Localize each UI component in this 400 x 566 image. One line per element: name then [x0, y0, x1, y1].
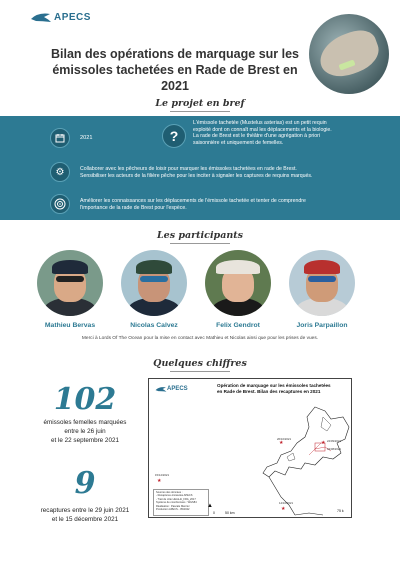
map-logo: [155, 385, 188, 393]
section-title-participants: Les participants: [0, 230, 400, 244]
header: [0, 0, 400, 93]
shark-logo-icon: [155, 385, 167, 393]
legend-line: Système de coordonnées : WGS84: [156, 501, 197, 505]
title-line-1: Bilan des opérations de marquage sur les: [51, 47, 299, 61]
target-icon: [50, 194, 70, 214]
recapture-star-icon: ★: [279, 440, 284, 446]
project-year: 2021: [80, 135, 93, 141]
recapture-star-icon: ★: [157, 478, 162, 484]
goal2-line: Améliorer les connaissances sur les déplacements de l'émissole tachetée et tenter de comprendre: [80, 198, 306, 204]
stat1-line: et le 22 septembre 2021: [51, 437, 119, 444]
map-title-line: Opération de marquage sur les émissoles tachetées: [217, 383, 331, 388]
avatar: [289, 250, 355, 316]
scale-bar-end: 50 km: [225, 511, 235, 515]
map-date-label: 26/10/2021: [277, 437, 291, 441]
map-date-label: 14/10/2021: [279, 501, 293, 505]
stat-text-recaptures: [20, 506, 150, 524]
legend-line: - Recaptures émissoles APECS: [156, 494, 193, 498]
scale-label: 75 k: [337, 509, 344, 513]
participant-name: Mathieu Bervas: [44, 322, 96, 329]
participant-name: Felix Gendrot: [216, 322, 260, 329]
participant: [116, 250, 192, 329]
shark-logo-icon: [30, 10, 52, 24]
map-date-label: 24/09/2021: [327, 439, 341, 443]
map-date-label: 15/12/2021: [155, 473, 169, 477]
thanks-text: Merci à Lords Of The Ocean pour la mise en contact avec Mathieu et Nicolas ainsi que pour les prises de vues.: [81, 336, 319, 341]
participant-name: Joris Parpaillon: [296, 322, 348, 329]
goal2-line: l'importance de la rade de Brest pour l'espèce.: [80, 204, 187, 211]
stat1-line: émissoles femelles marquées: [43, 419, 127, 426]
map-date-label: 04/08/2021: [327, 447, 341, 451]
participant: [284, 250, 360, 329]
map-legend: [153, 489, 209, 516]
goal1-line: Collaborer avec les pêcheurs de loisir pour marquer les émissoles tachetées en rade de Brest.: [80, 166, 297, 172]
intro-line: saisonnière et uniquement de femelles.: [193, 139, 284, 146]
stat-number-tagged: 102: [53, 382, 117, 417]
question-mark-icon: ?: [162, 124, 186, 148]
intro-line: exploité dont on connaît mal les déplacements et la biologie.: [193, 126, 332, 133]
participant: [32, 250, 108, 329]
calendar-icon: [50, 128, 70, 148]
avatar: [121, 250, 187, 316]
scale-bar-start: 0: [213, 511, 215, 515]
project-goal-1: [80, 166, 380, 179]
map-title-line: en Rade de Brest. Bilan des recaptures en 2021: [217, 388, 321, 394]
participant-name: Nicolas Calvez: [130, 322, 178, 329]
project-goal-2: [80, 198, 380, 211]
goal1-line: Sensibiliser les acteurs de la filière pêche pour les inciter à signaler les captures de requins marqués.: [80, 172, 313, 179]
north-arrow-icon: ▲: [207, 503, 213, 509]
stat2-line: et le 15 décembre 2021: [51, 516, 119, 523]
intro-line: L'émissole tachetée (Mustelus asterias) est un petit requin: [193, 120, 327, 126]
page-title: [40, 46, 310, 94]
coastline-map: [205, 397, 351, 517]
stat-text-tagged: [20, 418, 150, 445]
map-logo-text: APECS: [167, 386, 188, 392]
legend-line: - Trait de côte HistoLitt_FRA_2017: [156, 497, 196, 501]
stat1-line: entre le 26 juin: [64, 428, 106, 435]
legend-line: Réalisation : Pascale Mercier: [156, 504, 190, 508]
recapture-star-icon: ★: [321, 440, 326, 446]
legend-line: Sources des données :: [156, 491, 183, 494]
legend-line: Production APECS - 05/2022: [156, 508, 190, 512]
stat2-line: recaptures entre le 29 juin 2021: [40, 507, 130, 514]
intro-line: La rade de Brest est le théâtre d'une agrégation à priori: [193, 133, 321, 140]
gear-icon: ⚙: [50, 162, 70, 182]
logo-text: APECS: [54, 11, 91, 23]
project-intro: [193, 120, 373, 146]
apecs-logo: [30, 10, 91, 24]
project-band: [0, 116, 400, 220]
tagged-shark-photo: [309, 14, 389, 94]
avatar: [37, 250, 103, 316]
avatar: [205, 250, 271, 316]
section-title-project: Le projet en bref: [0, 98, 400, 112]
map-title: [217, 383, 349, 395]
title-line-2: émissoles tachetées en Rade de Brest en 2021: [52, 63, 298, 93]
section-title-figures: Quelques chiffres: [0, 358, 400, 372]
stat-number-recaptures: 9: [74, 466, 96, 501]
recapture-map: [148, 378, 352, 518]
participant: [200, 250, 276, 329]
recapture-star-icon: ★: [281, 506, 286, 512]
